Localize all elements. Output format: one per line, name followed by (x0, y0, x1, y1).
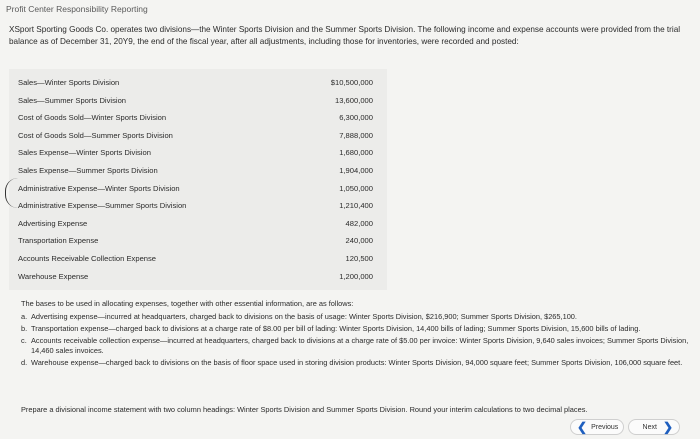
problem-intro: XSport Sporting Goods Co. operates two divisions—the Winter Sports Division and the Summer Sports Division. The following income and expense accounts were provided from the trial balance as of December 31, 20Y9, the end of the fiscal year, after all adjustments, including those for inventories, were recorded and posted: (9, 25, 681, 46)
account-row (9, 232, 387, 249)
account-row (9, 144, 387, 161)
chevron-right-icon: ❯ (662, 420, 673, 434)
account-row (9, 180, 387, 197)
account-row (9, 215, 387, 232)
account-row (9, 127, 387, 144)
account-value: $10,500,000 (330, 78, 373, 87)
allocation-bases (21, 299, 691, 370)
account-value: 7,888,000 (339, 130, 373, 140)
basis-item-d (21, 358, 691, 368)
account-label: Sales Expense—Winter Sports Division (18, 148, 151, 158)
account-value: 1,680,000 (339, 148, 373, 158)
account-row (9, 268, 387, 285)
basis-item-a (21, 312, 691, 322)
account-row (9, 162, 387, 179)
previous-label: Previous (591, 423, 619, 431)
next-label: Next (642, 423, 657, 431)
basis-text: Advertising expense—incurred at headquarters, charged back to divisions on the basis of usage: Winter Sports Division, $216,900; Summer Sports Division, $265,100. (31, 312, 577, 321)
basis-text: Accounts receivable collection expense—incurred at headquarters, charged back to divisions at a charge rate of $5.00 per invoice: Winter Sports Division, 9,640 sales invoices; Summer Sports Division, 14,460 sales invoices. (31, 336, 689, 355)
account-row (9, 109, 387, 126)
account-label: Sales—Summer Sports Division (18, 95, 127, 105)
account-value: 1,050,000 (339, 183, 373, 193)
account-label: Administrative Expense—Summer Sports Division (18, 201, 187, 211)
instruction-text: Prepare a divisional income statement with two column headings: Winter Sports Division and Summer Sports Division. Round your interim calculations to two decimal places. (21, 405, 588, 414)
account-row (9, 92, 387, 109)
basis-letter: a. (21, 312, 28, 321)
basis-item-b (21, 324, 691, 334)
account-label: Sales Expense—Summer Sports Division (18, 166, 158, 175)
selection-bracket (5, 178, 18, 208)
basis-text: Transportation expense—charged back to divisions at a charge rate of $8.00 per bill of lading: Winter Sports Division, 14,400 bills of lading; Summer Sports Division, 15,600 bills of lading. (31, 324, 641, 333)
account-value: 6,300,000 (339, 113, 373, 123)
basis-letter: d. (21, 358, 28, 367)
account-label: Advertising Expense (18, 218, 88, 228)
chevron-left-icon: ❮ (577, 420, 588, 434)
basis-item-c (21, 336, 691, 356)
account-row (9, 250, 387, 267)
next-button[interactable] (628, 419, 680, 435)
previous-button[interactable] (570, 419, 624, 435)
basis-letter: b. (21, 324, 28, 333)
account-value: 13,600,000 (334, 95, 373, 105)
accounts-table (9, 69, 387, 290)
account-row (9, 197, 387, 214)
basis-text: Warehouse expense—charged back to divisions on the basis of floor space used in storing division products: Winter Sports Division, 94,000 square feet; Summer Sports Division, 106,000 square feet. (31, 358, 683, 367)
bases-lead: The bases to be used in allocating expenses, together with other essential information, are as follows: (21, 299, 354, 308)
account-label: Sales—Winter Sports Division (18, 78, 120, 87)
account-value: 482,000 (345, 218, 373, 228)
account-value: 1,210,400 (339, 201, 373, 211)
account-value: 120,500 (345, 254, 373, 263)
account-row (9, 74, 387, 91)
account-label: Accounts Receivable Collection Expense (18, 254, 157, 263)
account-value: 240,000 (345, 236, 373, 246)
page-title: Profit Center Responsibility Reporting (6, 4, 148, 14)
account-label: Cost of Goods Sold—Winter Sports Division (18, 113, 167, 123)
account-value: 1,904,000 (339, 166, 373, 175)
account-label: Warehouse Expense (18, 271, 89, 281)
account-value: 1,200,000 (339, 271, 373, 281)
basis-letter: c. (21, 336, 27, 345)
account-label: Cost of Goods Sold—Summer Sports Division (18, 130, 173, 140)
account-label: Transportation Expense (18, 236, 99, 246)
account-label: Administrative Expense—Winter Sports Division (18, 183, 180, 193)
